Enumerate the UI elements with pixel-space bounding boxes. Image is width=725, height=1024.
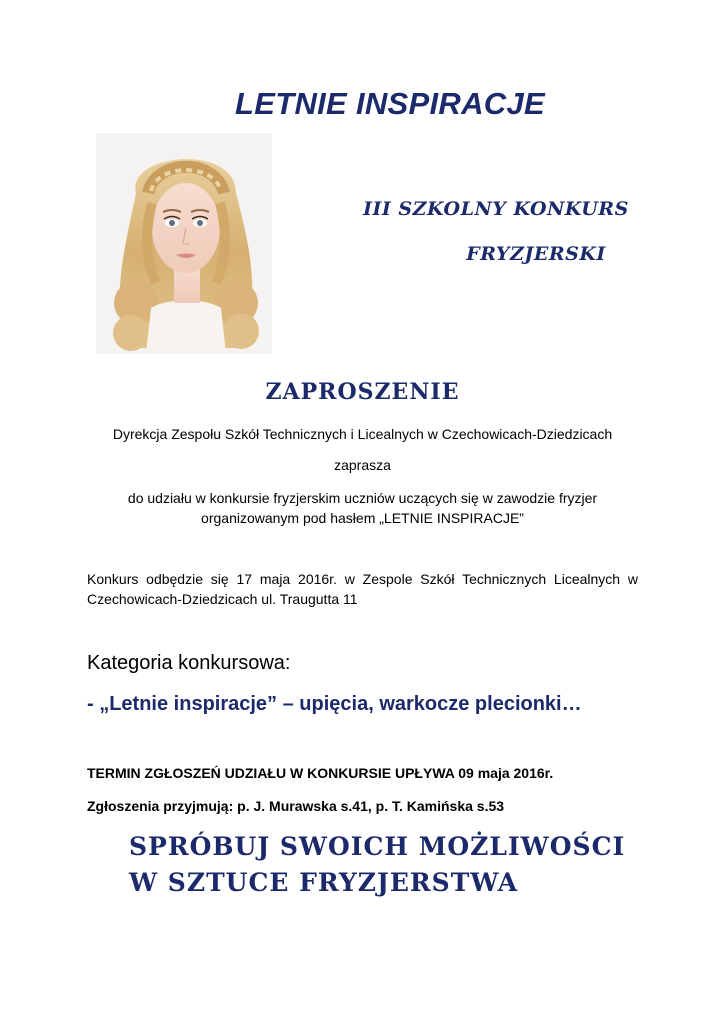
invites-text: zaprasza	[334, 457, 391, 473]
deadline-text: TERMIN ZGŁOSZEŃ UDZIAŁU W KONKURSIE UPŁYWA 09 maja 2016r.	[87, 765, 554, 781]
invitation-heading: ZAPROSZENIE	[265, 379, 460, 405]
event-info: Konkurs odbędzie się 17 maja 2016r. w Zespole Szkół Technicznych Licealnych w Czechowicach-Dziedzicach ul. Traugutta 11	[87, 571, 638, 607]
category-value: - „Letnie inspiracje” – upięcia, warkocze plecionki…	[87, 693, 582, 715]
portrait-photo	[96, 133, 272, 354]
slogan-line1: SPRÓBUJ SWOICH MOŻLIWOŚCI	[129, 832, 626, 861]
slogan-line2: W SZTUCE FRYZJERSTWA	[129, 868, 519, 897]
organizer-text: Dyrekcja Zespołu Szkół Technicznych i Licealnych w Czechowicach-Dziedzicach	[112, 426, 613, 442]
category-label: Kategoria konkursowa:	[87, 652, 291, 674]
registration-text: Zgłoszenia przyjmują: p. J. Murawska s.41, p. T. Kamińska s.53	[87, 798, 505, 814]
motto-text: organizowanym pod hasłem „LETNIE INSPIRACJE”	[201, 510, 524, 526]
contest-name-line1: III SZKOLNY KONKURS	[363, 198, 629, 220]
poster-title: LETNIE INSPIRACJE	[235, 86, 545, 121]
contest-name-line2: FRYZJERSKI	[466, 243, 606, 265]
participation-text: do udziału w konkursie fryzjerskim uczniów uczących się w zawodzie fryzjer	[127, 490, 598, 506]
